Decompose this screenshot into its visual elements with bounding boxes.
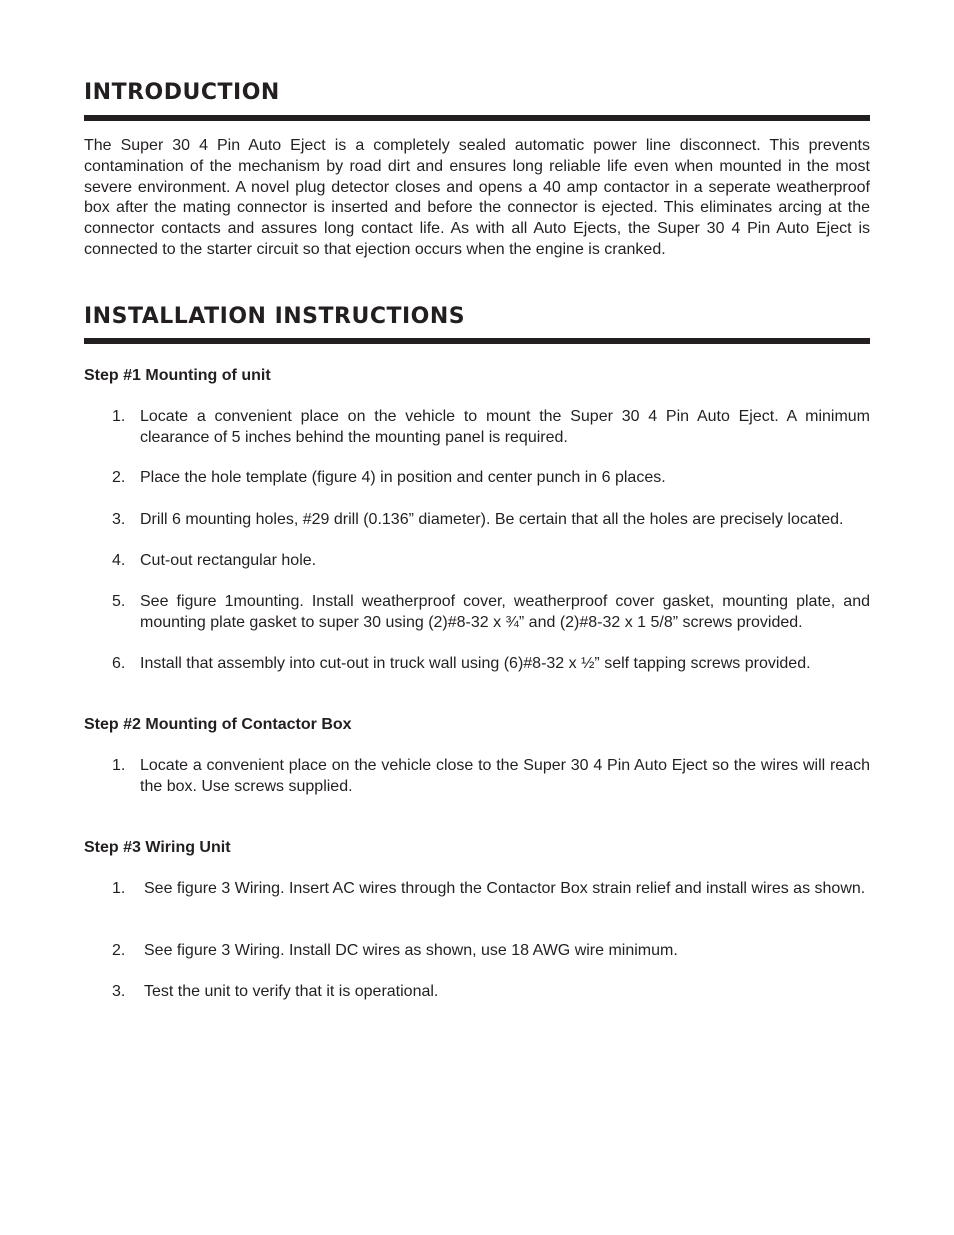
list-text: See figure 3 Wiring. Install DC wires as shown, use 18 AWG wire minimum. [144,942,678,959]
list-number: 5. [112,593,126,610]
step1-heading: Step #1 Mounting of unit [84,367,271,384]
list-number: 1. [112,757,126,774]
list-number: 3. [112,983,126,1000]
step1-item-1 [112,407,870,448]
introduction-paragraph: The Super 30 4 Pin Auto Eject is a completely sealed automatic power line disconnect. This prevents contamination of the mechanism by road dirt and ensures long reliable life even when mounted in the most severe environment. A novel plug detector closes and opens a 40 amp contactor in a seperate weatherproof box after the mating connector is inserted and before the connector is ejected. This eliminates arcing at the connector contacts and assures long contact life. As with all Auto Ejects, the Super 30 4 Pin Auto Eject is connected to the starter circuit so that ejection occurs when the engine is cranked. [84,137,870,258]
list-text: Locate a convenient place on the vehicle to mount the Super 30 4 Pin Auto Eject. A minimum clearance of 5 inches behind the mounting panel is required. [140,408,870,446]
list-text: Test the unit to verify that it is operational. [144,983,439,1000]
step1-item-6 [112,654,870,675]
list-number: 6. [112,655,126,672]
introduction-rule [84,115,870,121]
step1-item-2 [112,468,870,489]
list-text: Install that assembly into cut-out in truck wall using (6)#8-32 x ½” self tapping screws provided. [140,655,811,672]
list-text: Locate a convenient place on the vehicle close to the Super 30 4 Pin Auto Eject so the wires will reach the box. Use screws supplied. [140,757,870,795]
list-number: 1. [112,880,126,897]
step3-item-2 [112,941,870,962]
list-text: See figure 3 Wiring. Insert AC wires through the Contactor Box strain relief and install wires as shown. [144,880,866,897]
introduction-heading: INTRODUCTION [84,80,280,105]
list-number: 1. [112,408,126,425]
step1-item-3 [112,510,870,531]
list-number: 2. [112,942,126,959]
installation-rule [84,338,870,344]
step2-item-1 [112,756,870,797]
list-number: 3. [112,511,126,528]
list-text: Drill 6 mounting holes, #29 drill (0.136” diameter). Be certain that all the holes are precisely located. [140,511,844,528]
step3-item-3 [112,982,870,1003]
step1-item-4 [112,551,870,572]
step2-heading: Step #2 Mounting of Contactor Box [84,716,352,733]
list-number: 4. [112,552,126,569]
list-text: Place the hole template (figure 4) in position and center punch in 6 places. [140,469,666,486]
list-number: 2. [112,469,126,486]
step3-item-1 [112,879,870,900]
step1-item-5 [112,592,870,633]
list-text: See figure 1mounting. Install weatherproof cover, weatherproof cover gasket, mounting plate, and mounting plate gasket to super 30 using (2)#8-32 x ¾” and (2)#8-32 x 1 5/8” screws provided. [140,593,870,631]
list-text: Cut-out rectangular hole. [140,552,317,569]
step3-heading: Step #3 Wiring Unit [84,839,231,856]
installation-heading: INSTALLATION INSTRUCTIONS [84,304,466,329]
